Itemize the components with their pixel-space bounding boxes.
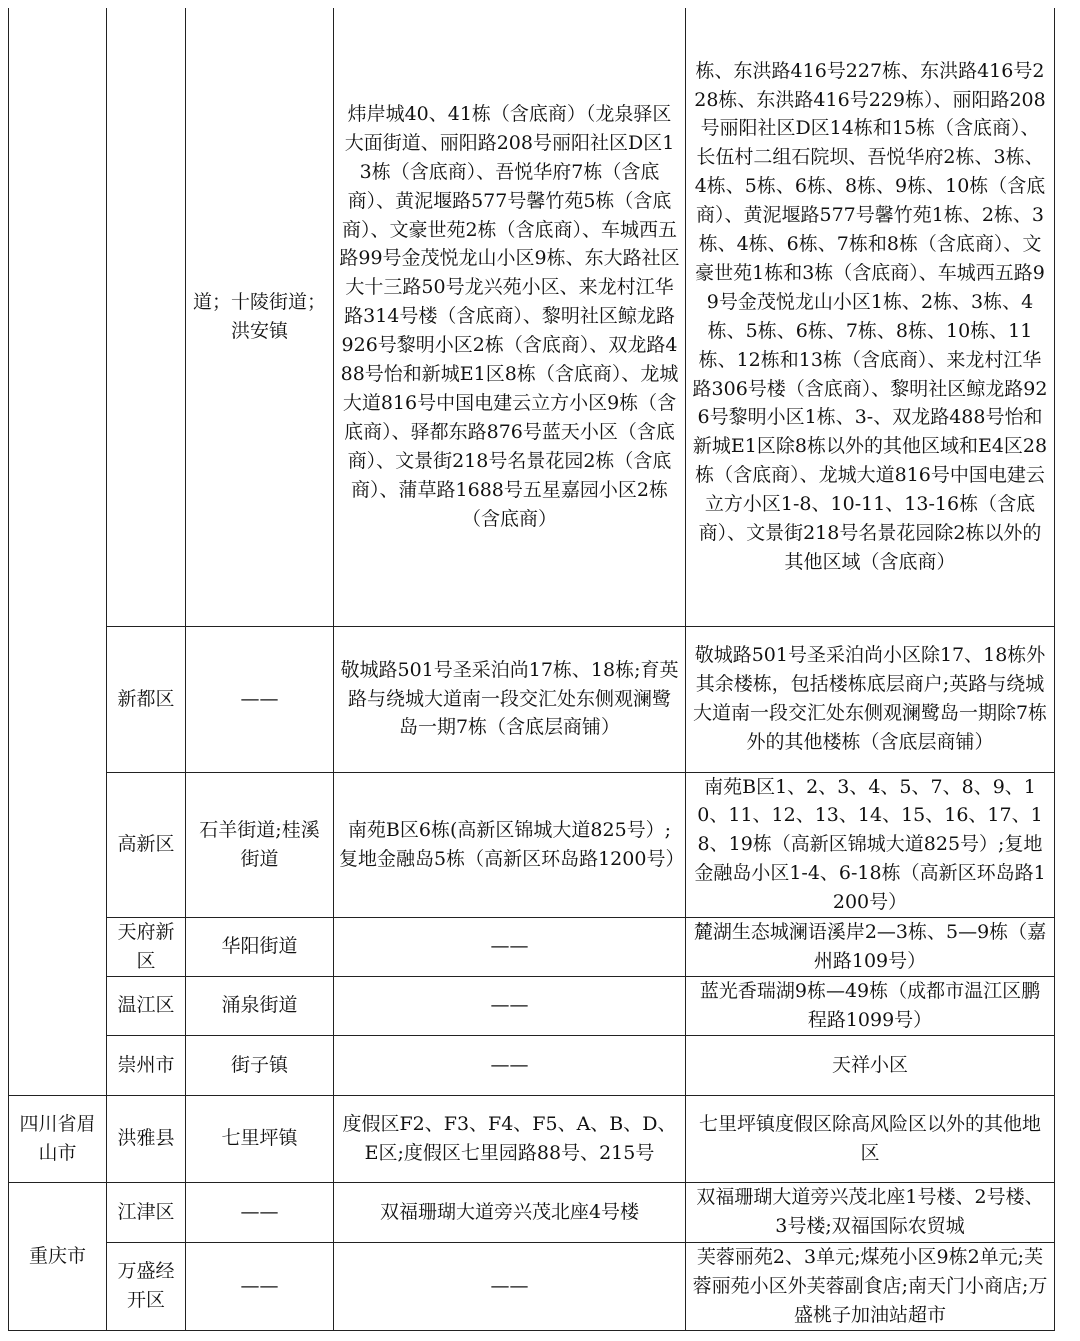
district-cell: 万盛经开区: [107, 1242, 186, 1330]
province-city-cell: 重庆市: [9, 1182, 107, 1330]
street-cell: ——: [186, 626, 334, 772]
street-cell: 街子镇: [186, 1035, 334, 1095]
medium-risk-cell: 双福珊瑚大道旁兴茂北座1号楼、2号楼、3号楼;双福国际农贸城: [686, 1182, 1055, 1242]
table-row: [9, 1182, 1055, 1242]
table-row: [9, 626, 1055, 772]
street-cell: 石羊街道;桂溪街道: [186, 772, 334, 918]
table-row: [9, 976, 1055, 1035]
high-risk-cell: 敬城路501号圣采泊尚17栋、18栋;育英路与绕城大道南一段交汇处东侧观澜鹭岛一期7栋（含底层商铺）: [334, 626, 686, 772]
medium-risk-cell: 麓湖生态城澜语溪岸2—3栋、5—9栋（嘉州路109号）: [686, 918, 1055, 977]
district-cell: 高新区: [107, 772, 186, 918]
district-cell: 温江区: [107, 976, 186, 1035]
street-cell: 道；十陵街道；洪安镇: [186, 8, 334, 626]
medium-risk-cell: 南苑B区1、2、3、4、5、7、8、9、10、11、12、13、14、15、16、17、18、19栋（高新区锦城大道825号）;复地金融岛小区1-4、6-18栋（高新区环岛路1200号）: [686, 772, 1055, 918]
high-risk-cell: ——: [334, 976, 686, 1035]
medium-risk-cell: 敬城路501号圣采泊尚小区除17、18栋外其余楼栋，包括楼栋底层商户;英路与绕城大道南一段交汇处东侧观澜鹭岛一期除7栋外的其他楼栋（含底层商铺）: [686, 626, 1055, 772]
district-cell: 崇州市: [107, 1035, 186, 1095]
high-risk-cell: ——: [334, 1035, 686, 1095]
high-risk-cell: 炜岸城40、41栋（含底商）（龙泉驿区大面街道、丽阳路208号丽阳社区D区13栋（含底商）、吾悦华府7栋（含底商）、黄泥堰路577号馨竹苑5栋（含底商）、文豪世苑2栋（含底商）、车城西五路99号金茂悦龙山小区9栋、东大路社区大十三路50号龙兴苑小区、来龙村江华路314号楼（含底商）、黎明社区鲸龙路926号黎明小区2栋（含底商）、双龙路488号怡和新城E1区8栋（含底商）、龙城大道816号中国电建云立方小区9栋（含底商）、驿都东路876号蓝天小区（含底商）、文景街218号名景花园2栋（含底商）、蒲草路1688号五星嘉园小区2栋（含底商）: [334, 8, 686, 626]
table-row: [9, 1242, 1055, 1330]
street-cell: ——: [186, 1182, 334, 1242]
street-cell: 华阳街道: [186, 918, 334, 977]
high-risk-cell: ——: [334, 1242, 686, 1330]
medium-risk-cell: 七里坪镇度假区除高风险区以外的其他地区: [686, 1095, 1055, 1182]
district-cell: 江津区: [107, 1182, 186, 1242]
street-cell: ——: [186, 1242, 334, 1330]
high-risk-cell: 度假区F2、F3、F4、F5、A、B、D、E区;度假区七里园路88号、215号: [334, 1095, 686, 1182]
risk-area-table: [8, 8, 1055, 1331]
table-row: [9, 1095, 1055, 1182]
district-cell: 洪雅县: [107, 1095, 186, 1182]
province-city-cell: 四川省眉山市: [9, 1095, 107, 1182]
district-cell: 新都区: [107, 626, 186, 772]
table-row: [9, 918, 1055, 977]
high-risk-cell: 南苑B区6栋(高新区锦城大道825号）;复地金融岛5栋（高新区环岛路1200号）: [334, 772, 686, 918]
document-page: [8, 8, 1054, 1331]
district-cell: 天府新区: [107, 918, 186, 977]
high-risk-cell: 双福珊瑚大道旁兴茂北座4号楼: [334, 1182, 686, 1242]
district-cell: [107, 8, 186, 626]
medium-risk-cell: 蓝光香瑞湖9栋—49栋（成都市温江区鹏程路1099号）: [686, 976, 1055, 1035]
medium-risk-cell: 芙蓉丽苑2、3单元;煤苑小区9栋2单元;芙蓉丽苑小区外芙蓉副食店;南天门小商店;万盛桃子加油站超市: [686, 1242, 1055, 1330]
medium-risk-cell: 栋、东洪路416号227栋、东洪路416号228栋、东洪路416号229栋）、丽阳路208号丽阳社区D区14栋和15栋（含底商）、长伍村二组石院坝、吾悦华府2栋、3栋、4栋、5栋、6栋、8栋、9栋、10栋（含底商）、黄泥堰路577号馨竹苑1栋、2栋、3栋、4栋、6栋、7栋和8栋（含底商）、文豪世苑1栋和3栋（含底商）、车城西五路99号金茂悦龙山小区1栋、2栋、3栋、4栋、5栋、6栋、7栋、8栋、10栋、11栋、12栋和13栋（含底商）、来龙村江华路306号楼（含底商）、黎明社区鲸龙路926号黎明小区1栋、3-、双龙路488号怡和新城E1区除8栋以外的其他区域和E4区28栋（含底商）、龙城大道816号中国电建云立方小区1-8、10-11、13-16栋（含底商）、文景街218号名景花园除2栋以外的其他区域（含底商）: [686, 8, 1055, 626]
table-row: [9, 772, 1055, 918]
street-cell: 七里坪镇: [186, 1095, 334, 1182]
province-city-cell: [9, 8, 107, 1095]
high-risk-cell: ——: [334, 918, 686, 977]
medium-risk-cell: 天祥小区: [686, 1035, 1055, 1095]
table-row: [9, 8, 1055, 626]
table-row: [9, 1035, 1055, 1095]
street-cell: 涌泉街道: [186, 976, 334, 1035]
